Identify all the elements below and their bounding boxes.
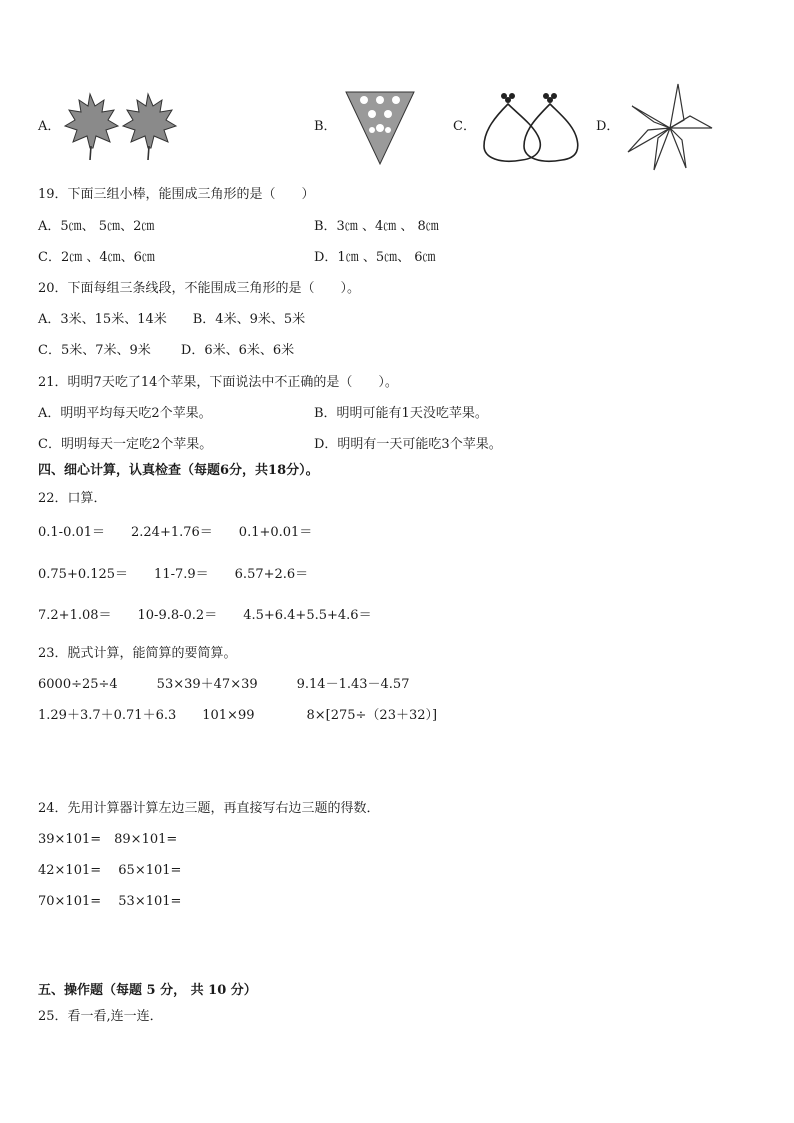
q21-option-d: D．明明有一天可能吃3个苹果。 bbox=[314, 437, 502, 452]
q23-row-1: 6000÷25÷4 53×39＋47×39 9.14－1.43－4.57 bbox=[38, 677, 410, 692]
q21-option-a: A．明明平均每天吃2个苹果。 bbox=[38, 406, 212, 421]
q19-option-c: C．2㎝ 、4㎝、6㎝ bbox=[38, 250, 155, 265]
q21-option-c: C．明明每天一定吃2个苹果。 bbox=[38, 437, 213, 452]
q22-row-2: 0.75+0.125＝ 11-7.9＝ 6.57+2.6＝ bbox=[38, 567, 309, 582]
maple-leaf-pair-icon bbox=[62, 90, 180, 162]
q23-stem: 23．脱式计算，能简算的要简算。 bbox=[38, 646, 237, 661]
q18-option-a-label: A． bbox=[38, 119, 61, 134]
q19-stem: 19．下面三组小棒，能围成三角形的是（ ） bbox=[38, 187, 315, 202]
q22-row-1: 0.1-0.01＝ 2.24+1.76＝ 0.1+0.01＝ bbox=[38, 525, 313, 540]
q22-stem: 22．口算． bbox=[38, 491, 107, 506]
q24-row-3: 70×101= 53×101= bbox=[38, 894, 182, 909]
q19-option-d: D．1㎝ 、5㎝、 6㎝ bbox=[314, 250, 436, 265]
q22-row-3: 7.2+1.08＝ 10-9.8-0.2＝ 4.5+6.4+5.5+4.6＝ bbox=[38, 608, 372, 623]
q19-option-a: A．5㎝、 5㎝、2㎝ bbox=[38, 219, 155, 234]
section-4-heading: 四、细心计算，认真检查（每题6分，共18分）。 bbox=[38, 463, 319, 478]
q18-option-b-label: B． bbox=[314, 119, 337, 134]
q25-stem: 25．看一看,连一连． bbox=[38, 1009, 163, 1024]
inverted-triangle-snowflake-icon bbox=[344, 90, 416, 166]
q20-options-line1: A．3米、15米、14米 B．4米、9米、5米 bbox=[38, 312, 306, 327]
section-5-heading: 五、操作题（每题 5 分， 共 10 分） bbox=[38, 983, 257, 998]
q20-options-line2: C．5米、7米、9米 D．6米、6米、6米 bbox=[38, 343, 295, 358]
q21-option-b: B．明明可能有1天没吃苹果。 bbox=[314, 406, 488, 421]
q24-stem: 24．先用计算器计算左边三题，再直接写右边三题的得数． bbox=[38, 801, 380, 816]
pinwheel-icon bbox=[624, 82, 716, 174]
q23-row-2: 1.29＋3.7＋0.71＋6.3 101×99 8×[275÷（23＋32）] bbox=[38, 708, 438, 723]
pear-shape-pair-icon bbox=[478, 86, 582, 166]
q21-stem: 21．明明7天吃了14个苹果，下面说法中不正确的是（ ）。 bbox=[38, 375, 398, 390]
q24-row-1: 39×101= 89×101= bbox=[38, 832, 178, 847]
q20-stem: 20．下面每组三条线段，不能围成三角形的是（ ）。 bbox=[38, 281, 361, 296]
q24-row-2: 42×101= 65×101= bbox=[38, 863, 182, 878]
q19-option-b: B．3㎝ 、4㎝ 、 8㎝ bbox=[314, 219, 439, 234]
q18-option-c-label: C． bbox=[453, 119, 476, 134]
q18-option-d-label: D． bbox=[596, 119, 620, 134]
